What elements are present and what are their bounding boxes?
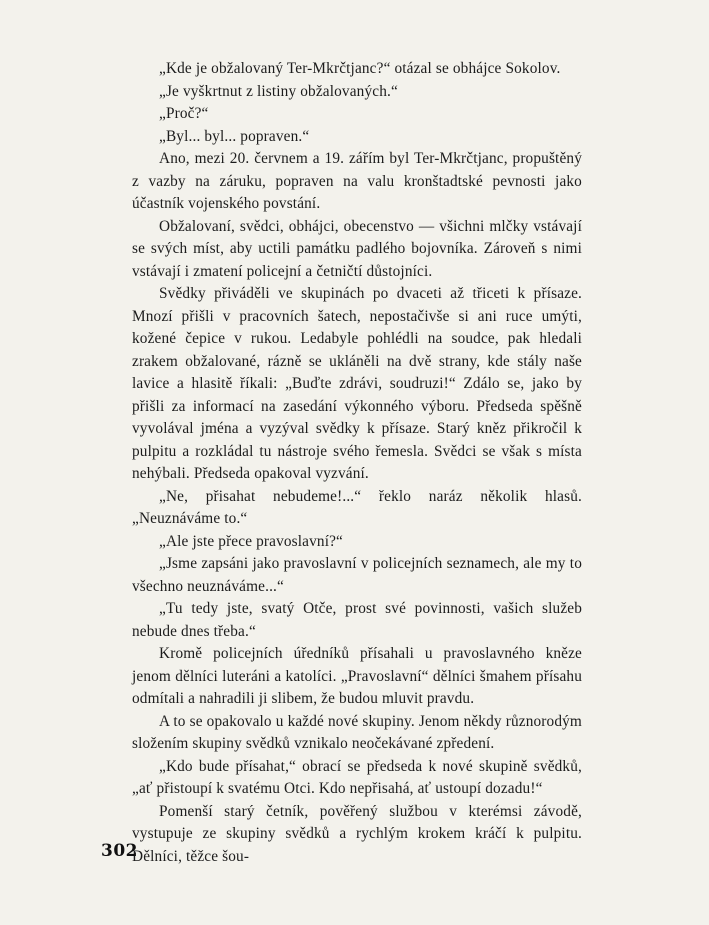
paragraph-5: Ano, mezi 20. červnem a 19. zářím byl Ter-Mkrčtjanc, propuštěný z vazby na záruku, popraven na valu kronštadtské pevnosti jako účastník vojenského povstání. — [132, 150, 582, 212]
paragraph-12: Kromě policejních úředníků přísahali u pravoslavného kněze jenom dělníci luteráni a katolíci. „Pravoslavní“ dělníci šmahem přísahu odmítali a nahradili ji slibem, že budou mluvit pravdu. — [132, 645, 582, 707]
page-number: 302 — [101, 841, 138, 861]
paragraph-11: „Tu tedy jste, svatý Otče, prost své povinnosti, vašich služeb nebude dnes třeba.“ — [132, 600, 582, 640]
paragraph-10: „Jsme zapsáni jako pravoslavní v policejních seznamech, ale my to všechno neuznáváme...“ — [132, 555, 582, 595]
paragraph-6: Obžalovaní, svědci, obhájci, obecenstvo — všichni mlčky vstávají se svých míst, aby uctili památku padlého bojovníka. Zároveň s nimi vstávají i zmatení policejní a četničtí důstojníci. — [132, 217, 582, 280]
paragraph-8: „Ne, přisahat nebudeme!...“ řeklo naráz několik hlasů. „Neuznáváme to.“ — [132, 487, 582, 527]
page-body-text — [132, 58, 582, 868]
paragraph-4: „Byl... byl... popraven.“ — [159, 127, 310, 145]
paragraph-9: „Ale jste přece pravoslavní?“ — [159, 532, 343, 550]
paragraph-13: A to se opakovalo u každé nové skupiny. Jenom někdy různorodým složením skupiny svědků vznikalo neočekávané zpředení. — [132, 712, 582, 752]
paragraph-15: Pomenší starý četník, pověřený službou v kterémsi závodě, vystupuje ze skupiny svědků a rychlým krokem kráčí k pulpitu. Dělníci, těžce šou- — [132, 802, 582, 865]
paragraph-1: „Kde je obžalovaný Ter-Mkrčtjanc?“ otázal se obhájce Sokolov. — [159, 60, 561, 77]
paragraph-7: Svědky přiváděli ve skupinách po dvaceti až třiceti k přísaze. Mnozí přišli v pracovních šatech, nepostačivše si ani ruce umýti, kožené čepice v rukou. Ledabyle pohlédli na soudce, pak hledali zrakem obžalované, rázně se ukláněli na dvě strany, kde stály naše lavice a hlasitě říkali: „Buďte zdrávi, soudruzi!“ Zdálo se, jako by přišli za informací na zasedání výkonného výboru. Předseda spěšně vyvolával jména a vyzýval svědky k přísaze. Starý kněz přikročil k pulpitu a rozkládal tu nástroje svého řemesla. Svědci se však s místa nehýbali. Předseda opakoval vyzvání. — [132, 285, 582, 482]
paragraph-3: „Proč?“ — [159, 105, 209, 122]
paragraph-14: „Kdo bude přísahat,“ obrací se předseda k nové skupině svědků, „ať přistoupí k svatému Otci. Kdo nepřisahá, ať ustoupí dozadu!“ — [132, 757, 582, 797]
paragraph-2: „Je vyškrtnut z listiny obžalovaných.“ — [159, 82, 398, 100]
